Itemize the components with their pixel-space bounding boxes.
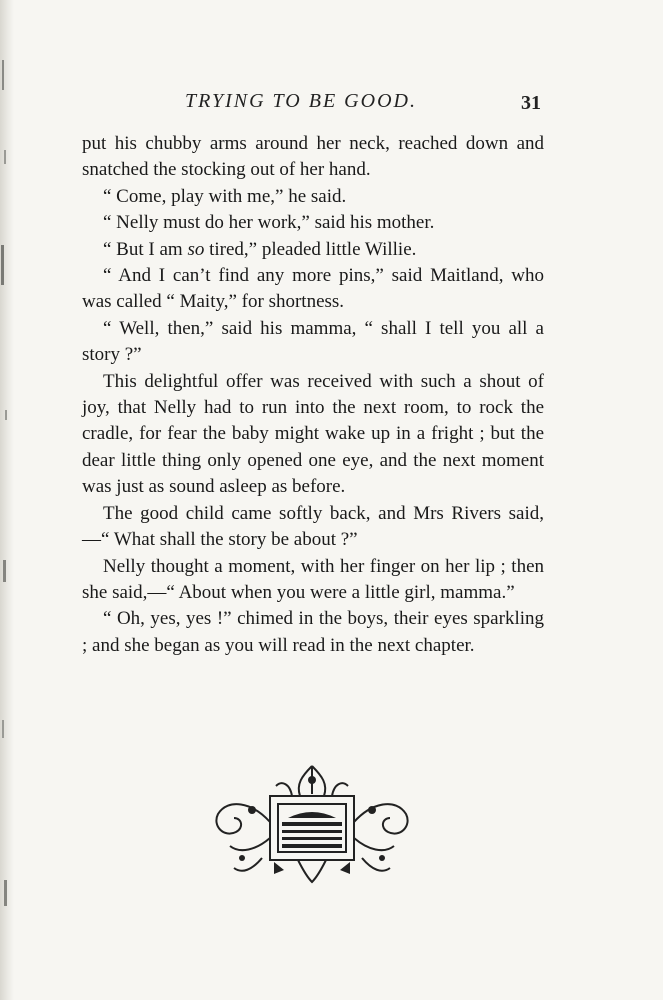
paragraph: put his chubby arms around her neck, reached down and snatched the stocking out of her hand. — [82, 133, 544, 181]
page-number: 31 — [521, 92, 541, 114]
paragraph: This delightful offer was received with such a shout of joy, that Nelly had to run into the next room, to rock the cradle, for fear the baby might wake up in a fright ; but the dear little thing only opened one eye, and the next moment was just as sound asleep as before. — [82, 370, 544, 498]
paragraph: “ And I can’t find any more pins,” said Maitland, who was called “ Maity,” for shortness. — [82, 265, 544, 313]
paragraph: The good child came softly back, and Mrs Rivers said,—“ What shall the story be about ?” — [82, 502, 544, 551]
running-head-title: TRYING TO BE GOOD. — [185, 90, 417, 112]
decorative-ornament — [212, 762, 412, 884]
running-head — [0, 90, 663, 120]
paragraph: “ Come, play with me,” he said. — [103, 185, 347, 207]
paragraph: “ Nelly must do her work,” said his mother. — [103, 212, 435, 234]
emphasis: so — [187, 238, 205, 260]
paragraph: Nelly thought a moment, with her finger on her lip ; then she said,—“ About when you were a little girl, mamma.” — [82, 555, 544, 603]
body-text — [82, 131, 544, 659]
gutter-specks — [0, 0, 20, 1000]
paragraph: “ Well, then,” said his mamma, “ shall I tell you all a story ?” — [82, 317, 544, 366]
paragraph: “ Oh, yes, yes !” chimed in the boys, their eyes sparkling ; and she began as you will read in the next chapter. — [82, 608, 544, 656]
paragraph: “ But I am so tired,” pleaded little Willie. — [103, 238, 417, 260]
